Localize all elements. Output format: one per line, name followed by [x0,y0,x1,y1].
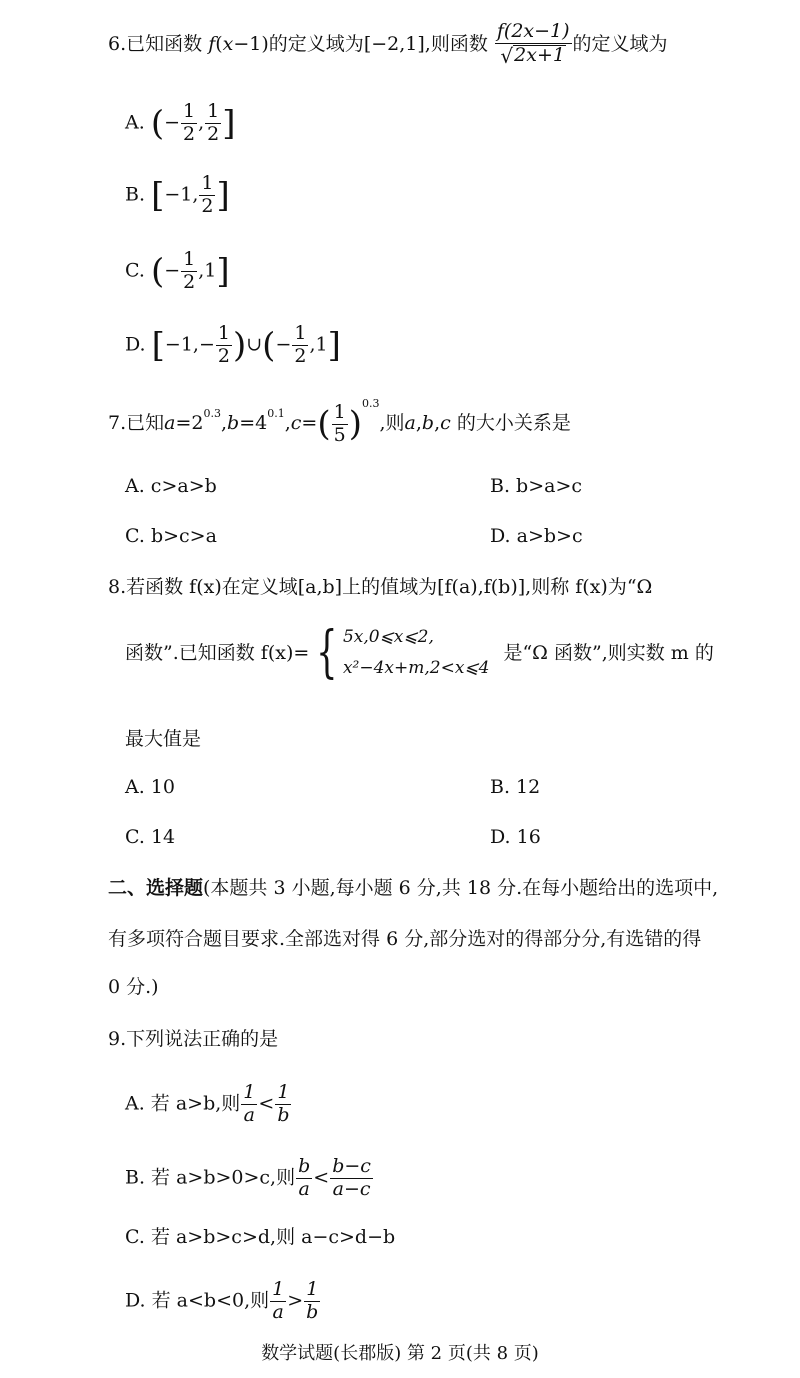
q6-denominator: 2x+1 [514,43,565,66]
q7-exp-a: 0.3 [203,407,221,420]
q9-b-d2: a−c [332,1177,371,1200]
q6-d-first: −1,− [164,333,215,356]
q7-frac-d: 5 [333,423,346,446]
q9-b-n1: b [298,1155,311,1177]
q9-b-n2: b−c [332,1155,371,1177]
q6-b-first: −1, [164,183,199,206]
q6-a-d1: 2 [183,122,196,145]
q6-fraction [495,22,572,68]
q9-a-d2: b [277,1103,290,1126]
q6-d-n1: 1 [217,322,230,344]
q8-line2-tail: 是“Ω 函数”,则实数 m 的 [503,641,714,664]
q6-option-b: B. [−1, $\frac{1}{2}$ ] [125,172,230,217]
q9-a-pre: A. 若 a>b,则 [125,1092,241,1115]
q9-b-d1: a [298,1177,310,1200]
q9-stem: 9.下列说法正确的是 [108,1028,279,1050]
q6-c-label: C. [125,259,145,282]
q9-a-d1: a [243,1103,255,1126]
q7-base-b: 4 [255,412,268,434]
q9-d-n2: 1 [306,1278,319,1300]
q8-case2: x²−4x+m,2<x⩽4 [342,658,490,678]
q6-a-label: A. [125,111,145,134]
section2-line3: 0 分.) [108,976,159,998]
q6-a-n2: 1 [207,100,220,122]
q6-d-d2: 2 [294,344,307,367]
q8-option-d: D. 16 [490,826,541,848]
q8-line3: 最大值是 [125,728,202,750]
q9-a-n1: 1 [243,1081,256,1103]
q6-option-c: C. (− $\frac{1}{2}$ ,1] [125,248,230,293]
q9-d-rel: > [287,1289,304,1312]
q8-piecewise [343,629,490,677]
q8-case1: 5x,0⩽x⩽2, [342,627,434,647]
q9-option-a [125,1083,292,1126]
q8-line2-lead: 函数”.已知函数 f(x)= [125,641,310,664]
q9-a-rel: < [258,1092,275,1115]
q6-d-d1: 2 [217,344,230,367]
q7-option-d: D. a>b>c [490,525,583,547]
q9-b-rel: < [313,1166,330,1189]
q6-d-union: ∪ [246,333,263,356]
page-footer: 数学试题(长郡版) 第 2 页(共 8 页) [261,1343,539,1364]
q6-a-minus: − [164,111,180,134]
q7-frac-n: 1 [333,400,346,423]
q6-b-d: 2 [201,194,214,217]
q6-interval: [−2,1] [363,32,425,55]
q9-d-d1: a [272,1300,284,1323]
q9-option-c: C. 若 a>b>c>d,则 a−c>d−b [125,1226,396,1248]
q6-option-a: A. (− $\frac{1}{2}$ , $\frac{1}{2}$ ] [125,100,236,145]
section2-line2: 有多项符合题目要求.全部选对得 6 分,部分选对的得部分分,有选错的得 [108,928,702,950]
q7-stem: 7.已知$a=2^{0.3},b=4^{0.1},c=$( $\frac{1}{5}$ )$^{0.3}$,则a,b,c 的大小关系是 [108,397,571,446]
q6-stem: 6.已知函数 f(x−1)的定义域为[−2,1],则函数 f(2x−1) √ 2x+1 的定义域为 [108,20,668,68]
q7-option-a: A. c>a>b [125,475,217,497]
q6-a-d2: 2 [207,122,220,145]
q6-c-minus: − [164,259,181,282]
q9-b-pre: B. 若 a>b>0>c,则 [125,1166,296,1189]
q6-a-n1: 1 [183,100,196,122]
q8-option-b: B. 12 [490,776,541,798]
q7-lead: 7.已知 [108,412,165,434]
q9-d-d2: b [306,1300,319,1323]
section2-head: 二、选择题 [108,877,204,899]
q8-line2 [125,620,714,685]
q7-option-b: B. b>a>c [490,475,583,497]
q7-base-a: 2 [191,412,204,434]
q6-c-tail: ,1 [198,259,217,282]
q8-line1: 8.若函数 f(x)在定义域[a,b]上的值域为[f(a),f(b)],则称 f(x)为“Ω [108,576,653,598]
q7-exp-c: 0.3 [361,397,380,410]
q8-option-a: A. 10 [125,776,175,798]
q6-d-second: − [275,333,292,356]
q6-mid2: ,则函数 [424,32,488,55]
q6-d-n2: 1 [294,322,307,344]
q8-brace: { [316,620,338,685]
q6-d-tail: ,1 [309,333,328,356]
q6-c-d: 2 [183,270,196,293]
q7-tail2: 的大小关系是 [456,412,571,434]
q9-option-d [125,1280,321,1323]
q6-fx: f [208,32,216,55]
q7-tail: ,则 [379,412,405,434]
q9-d-pre: D. 若 a<b<0,则 [125,1289,270,1312]
q7-exp-b: 0.1 [267,407,285,420]
q6-d-label: D. [125,333,146,356]
q8-option-c: C. 14 [125,826,176,848]
q6-mid1: 的定义域为 [268,32,364,55]
section2-instructions-1: (本题共 3 小题,每小题 6 分,共 18 分.在每小题给出的选项中, [203,877,719,899]
q6-tail: 的定义域为 [572,32,668,55]
q6-b-n: 1 [201,172,214,194]
q9-option-b [125,1157,374,1200]
q6-numerator: f(2x−1) [496,20,570,42]
q6-option-d: D. [−1,− $\frac{1}{2}$ )∪(− $\frac{1}{2}$ ,1] [125,322,341,367]
q7-option-c: C. b>c>a [125,525,217,547]
q9-d-n1: 1 [272,1278,285,1300]
q6-b-label: B. [125,183,146,206]
section2-line1 [108,879,718,898]
q6-sqrt: √ 2x+1 [500,43,565,68]
q6-c-n: 1 [183,248,196,270]
q9-a-n2: 1 [277,1081,290,1103]
q6-lead: 6.已知函数 [108,32,203,55]
